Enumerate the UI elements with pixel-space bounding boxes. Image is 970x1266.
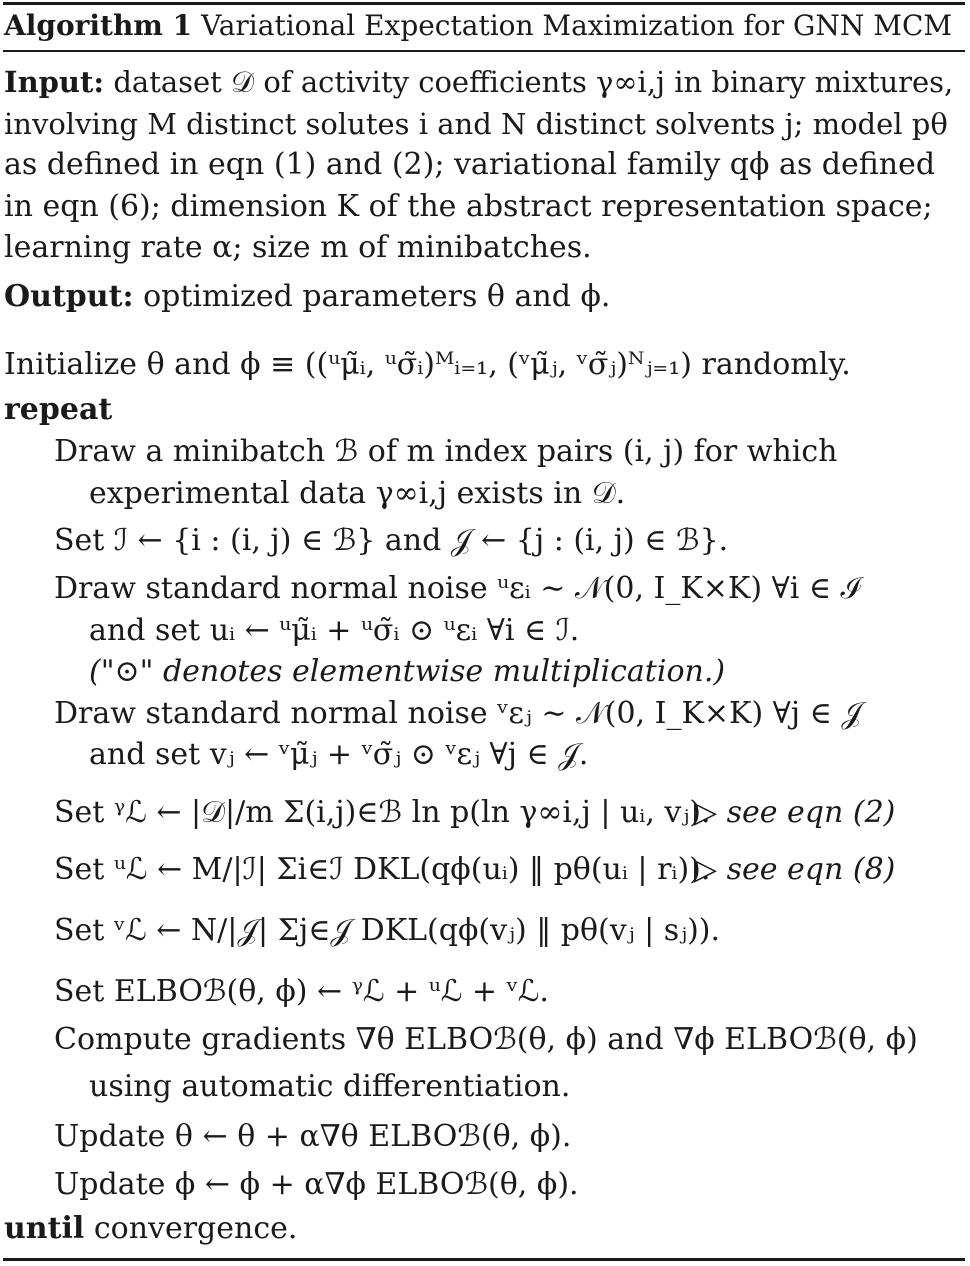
set-gamma-loss-comment: ▷ see eqn (2) (694, 795, 896, 830)
algorithm-title: Variational Expectation Maximization for GNN MCM (201, 9, 953, 42)
compute-gradients-continuation: using automatic differentiation. (89, 1069, 571, 1104)
set-gamma-loss-step: Set ᵞℒ ← |𝒟|/m Σ(i,j)∈ℬ ln p(ln γ∞i,j | uᵢ, vⱼ). (54, 795, 711, 830)
noise-v-set: and set vⱼ ← ᵛμ̃ⱼ + ᵛσ̃ⱼ ⊙ ᵛεⱼ ∀j ∈ 𝒥. (89, 737, 589, 772)
algorithm-label: Algorithm 1 (4, 9, 193, 42)
output-label: Output: (4, 279, 134, 314)
bottom-rule (3, 1258, 965, 1261)
draw-minibatch-step: Draw a minibatch ℬ of m index pairs (i, j) for which (54, 434, 838, 469)
set-elbo-step: Set ELBOℬ(θ, ϕ) ← ᵞℒ + ᵘℒ + ᵛℒ. (54, 974, 549, 1009)
input-line-1 (4, 64, 953, 100)
repeat-keyword: repeat (4, 392, 113, 427)
output-line (4, 279, 610, 315)
input-text-1: dataset 𝒟 of activity coefficients γ∞i,j in binary mixtures, (113, 65, 954, 99)
set-index-step: Set ℐ ← {i : (i, j) ∈ ℬ} and 𝒥 ← {j : (i, j) ∈ ℬ}. (54, 523, 729, 558)
noise-v-step: Draw standard normal noise ᵛεⱼ ∼ 𝒩(0, I_K×K) ∀j ∈ 𝒥 (54, 696, 863, 731)
until-line (4, 1211, 297, 1247)
draw-minibatch-continuation: experimental data γ∞i,j exists in 𝒟. (89, 476, 626, 511)
set-v-loss-step: Set ᵛℒ ← N/|𝒥| Σj∈𝒥 DKL(qϕ(vⱼ) ‖ pθ(vⱼ | sⱼ)). (54, 913, 721, 948)
input-line-5: learning rate α; size m of minibatches. (4, 230, 592, 265)
set-u-loss-step: Set ᵘℒ ← M/|ℐ| Σi∈ℐ DKL(qϕ(uᵢ) ‖ pθ(uᵢ | rᵢ)). (54, 852, 711, 887)
noise-u-step: Draw standard normal noise ᵘεᵢ ∼ 𝒩(0, I_K×K) ∀i ∈ ℐ (54, 571, 862, 606)
input-line-2: involving M distinct solutes i and N distinct solvents j; model pθ (4, 107, 948, 141)
update-phi-step: Update ϕ ← ϕ + α∇ϕ ELBOℬ(θ, ϕ). (54, 1167, 579, 1202)
header-rule (3, 50, 965, 52)
compute-gradients-step: Compute gradients ∇θ ELBOℬ(θ, ϕ) and ∇ϕ ELBOℬ(θ, ϕ) (54, 1022, 918, 1057)
update-theta-step: Update θ ← θ + α∇θ ELBOℬ(θ, ϕ). (54, 1119, 572, 1154)
until-text: convergence. (93, 1211, 298, 1246)
algorithm-header (4, 8, 952, 44)
input-label: Input: (4, 65, 105, 99)
top-rule (3, 2, 965, 5)
input-line-3: as defined in eqn (1) and (2); variational family qϕ as defined (4, 147, 936, 182)
noise-u-set: and set uᵢ ← ᵘμ̃ᵢ + ᵘσ̃ᵢ ⊙ ᵘεᵢ ∀i ∈ ℐ. (89, 613, 580, 648)
init-step: Initialize θ and ϕ ≡ ((ᵘμ̃ᵢ, ᵘσ̃ᵢ)ᴹᵢ₌₁, (ᵛμ̃ⱼ, ᵛσ̃ⱼ)ᴺⱼ₌₁) randomly. (4, 347, 851, 382)
set-u-loss-comment: ▷ see eqn (8) (694, 852, 896, 887)
output-text: optimized parameters θ and ϕ. (143, 279, 611, 314)
input-line-4: in eqn (6); dimension K of the abstract representation space; (4, 189, 933, 224)
until-keyword: until (4, 1211, 85, 1246)
elementwise-note: ("⊙" denotes elementwise multiplication.) (89, 654, 726, 689)
